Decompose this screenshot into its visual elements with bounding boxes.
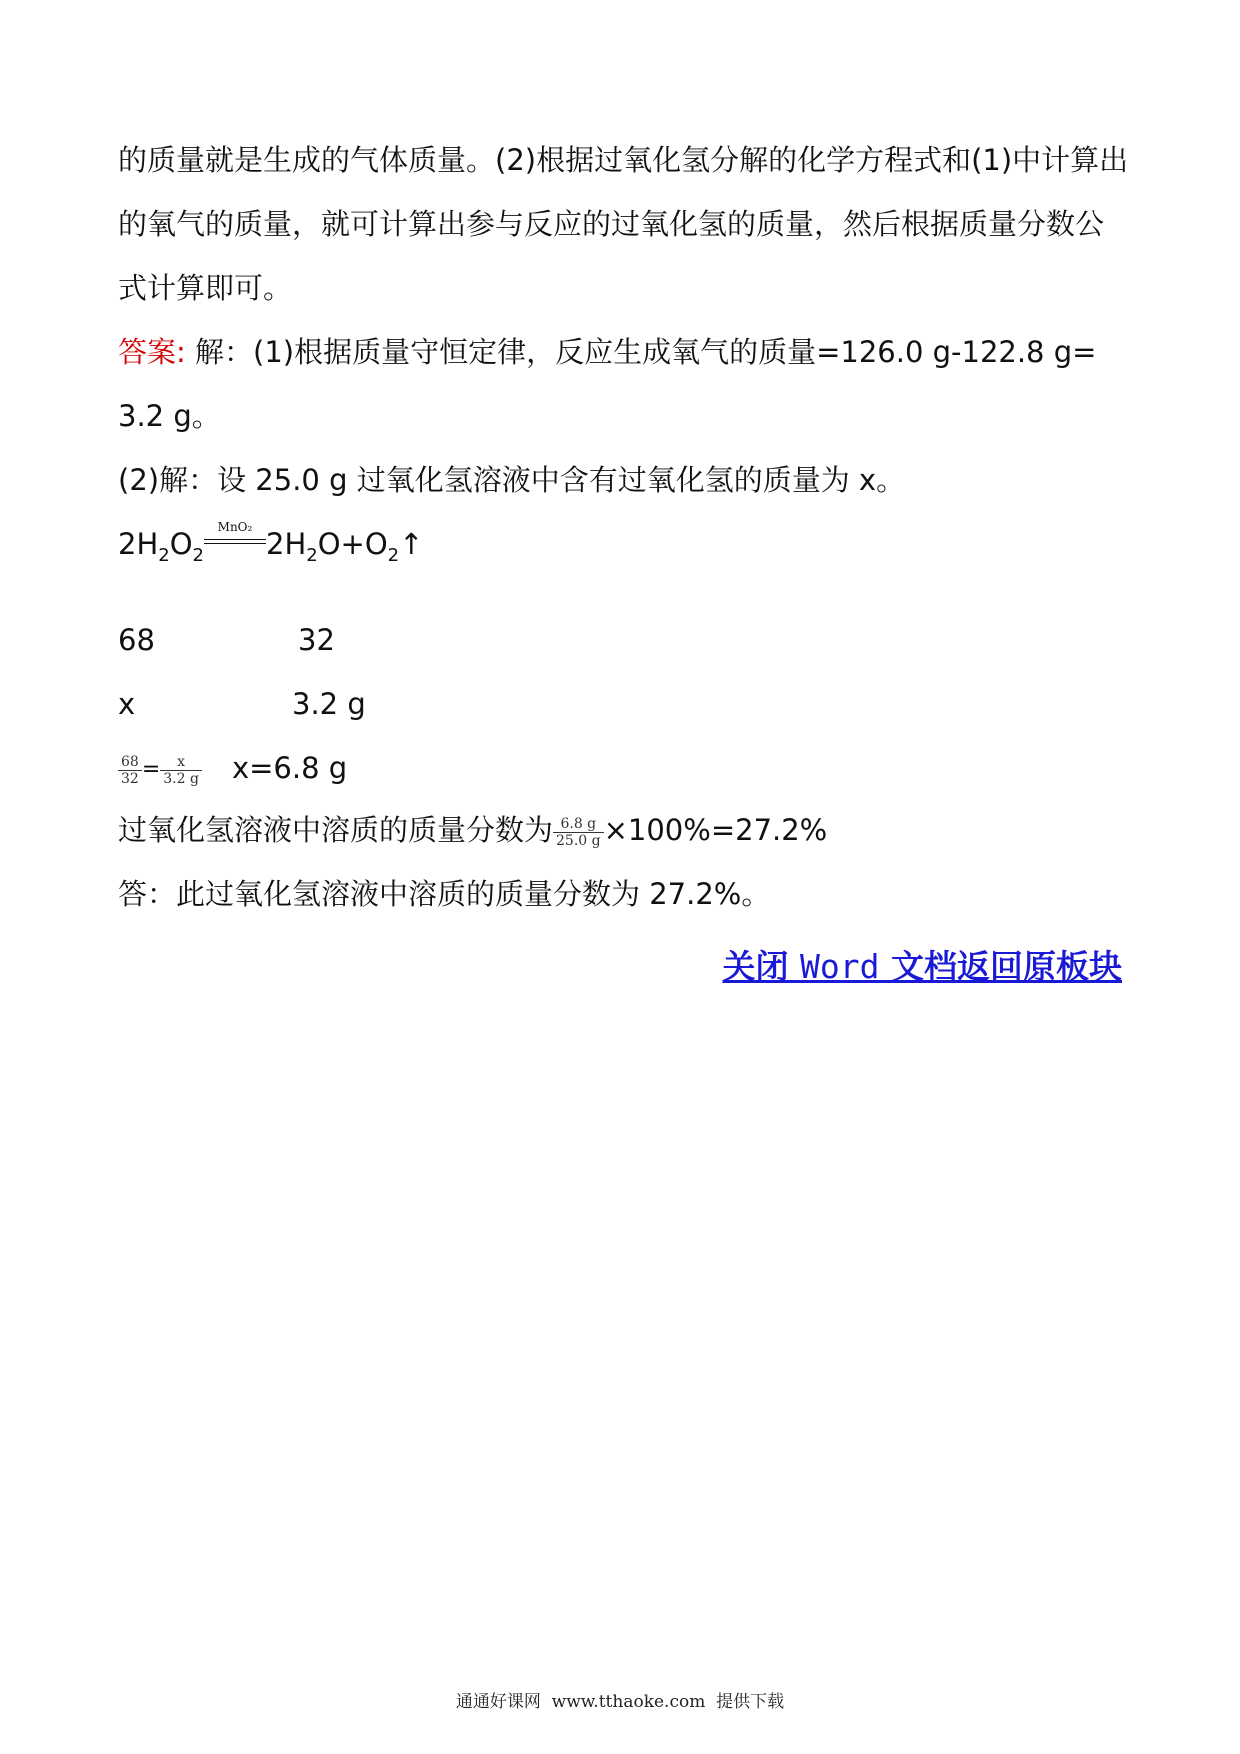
equation-subscript: 2: [306, 544, 318, 566]
fraction: [553, 816, 604, 849]
gas-arrow: ↑: [399, 527, 424, 561]
ratio-row-2: [118, 684, 366, 724]
mass-fraction-line: [118, 810, 827, 850]
ratio-cell: 32: [298, 623, 335, 657]
close-link-text: 关闭: [722, 947, 789, 986]
ratio-cell: x: [118, 687, 136, 721]
equation-text: O+O: [317, 527, 388, 561]
conclusion-line: 答：此过氧化氢溶液中溶质的质量分数为 27.2%。: [118, 877, 771, 911]
equals-sign: =: [141, 757, 161, 782]
mass-fraction-suffix: ×100%=27.2%: [603, 813, 828, 847]
reaction-condition: [204, 520, 266, 554]
paragraph-line-1: 的质量就是生成的气体质量。(2)根据过氧化氢分解的化学方程式和(1)中计算出: [118, 143, 1129, 177]
numerator: 68: [118, 754, 142, 771]
proportion-line: [118, 748, 347, 790]
ratio-cell: 68: [118, 623, 155, 657]
catalyst-label: MnO₂: [217, 520, 253, 534]
proportion-result: x=6.8 g: [231, 751, 348, 785]
denominator: 25.0 g: [556, 832, 601, 849]
close-link-word: Word: [800, 947, 880, 986]
answer-part1-text: 解：(1)根据质量守恒定律，反应生成氧气的质量=126.0 g-122.8 g=: [195, 335, 1097, 369]
close-word-link[interactable]: [723, 945, 1122, 989]
paragraph-line-3: 式计算即可。: [118, 271, 293, 305]
footer-text: 通通好课网 www.tthaoke.com 提供下载: [455, 1692, 785, 1712]
ratio-row-1: [118, 620, 335, 660]
answer-line-2: 3.2 g。: [118, 399, 221, 433]
close-link-text: 文档返回原板块: [891, 947, 1122, 986]
chemical-equation: [118, 520, 424, 576]
answer-line-1: [118, 332, 1096, 372]
equation-text: O: [169, 527, 193, 561]
equation-subscript: 2: [387, 544, 400, 566]
paragraph-line-2: 的氧气的质量，就可计算出参与反应的过氧化氢的质量，然后根据质量分数公: [118, 207, 1105, 241]
equation-subscript: 2: [192, 544, 204, 566]
numerator: 6.8 g: [553, 816, 604, 833]
denominator: 32: [121, 770, 139, 787]
mass-fraction-prefix: 过氧化氢溶液中溶质的质量分数为: [118, 813, 554, 847]
equation-subscript: 2: [158, 544, 170, 566]
fraction: [160, 754, 202, 787]
fraction: [118, 754, 142, 787]
answer-part2-intro: (2)解：设 25.0 g 过氧化氢溶液中含有过氧化氢的质量为 x。: [118, 463, 906, 497]
denominator: 3.2 g: [163, 770, 199, 787]
equation-product: 2H: [266, 527, 307, 561]
equation-reactant: 2H: [118, 527, 159, 561]
ratio-cell: 3.2 g: [292, 687, 366, 721]
answer-label: 答案:: [118, 335, 186, 369]
numerator: x: [160, 754, 202, 771]
